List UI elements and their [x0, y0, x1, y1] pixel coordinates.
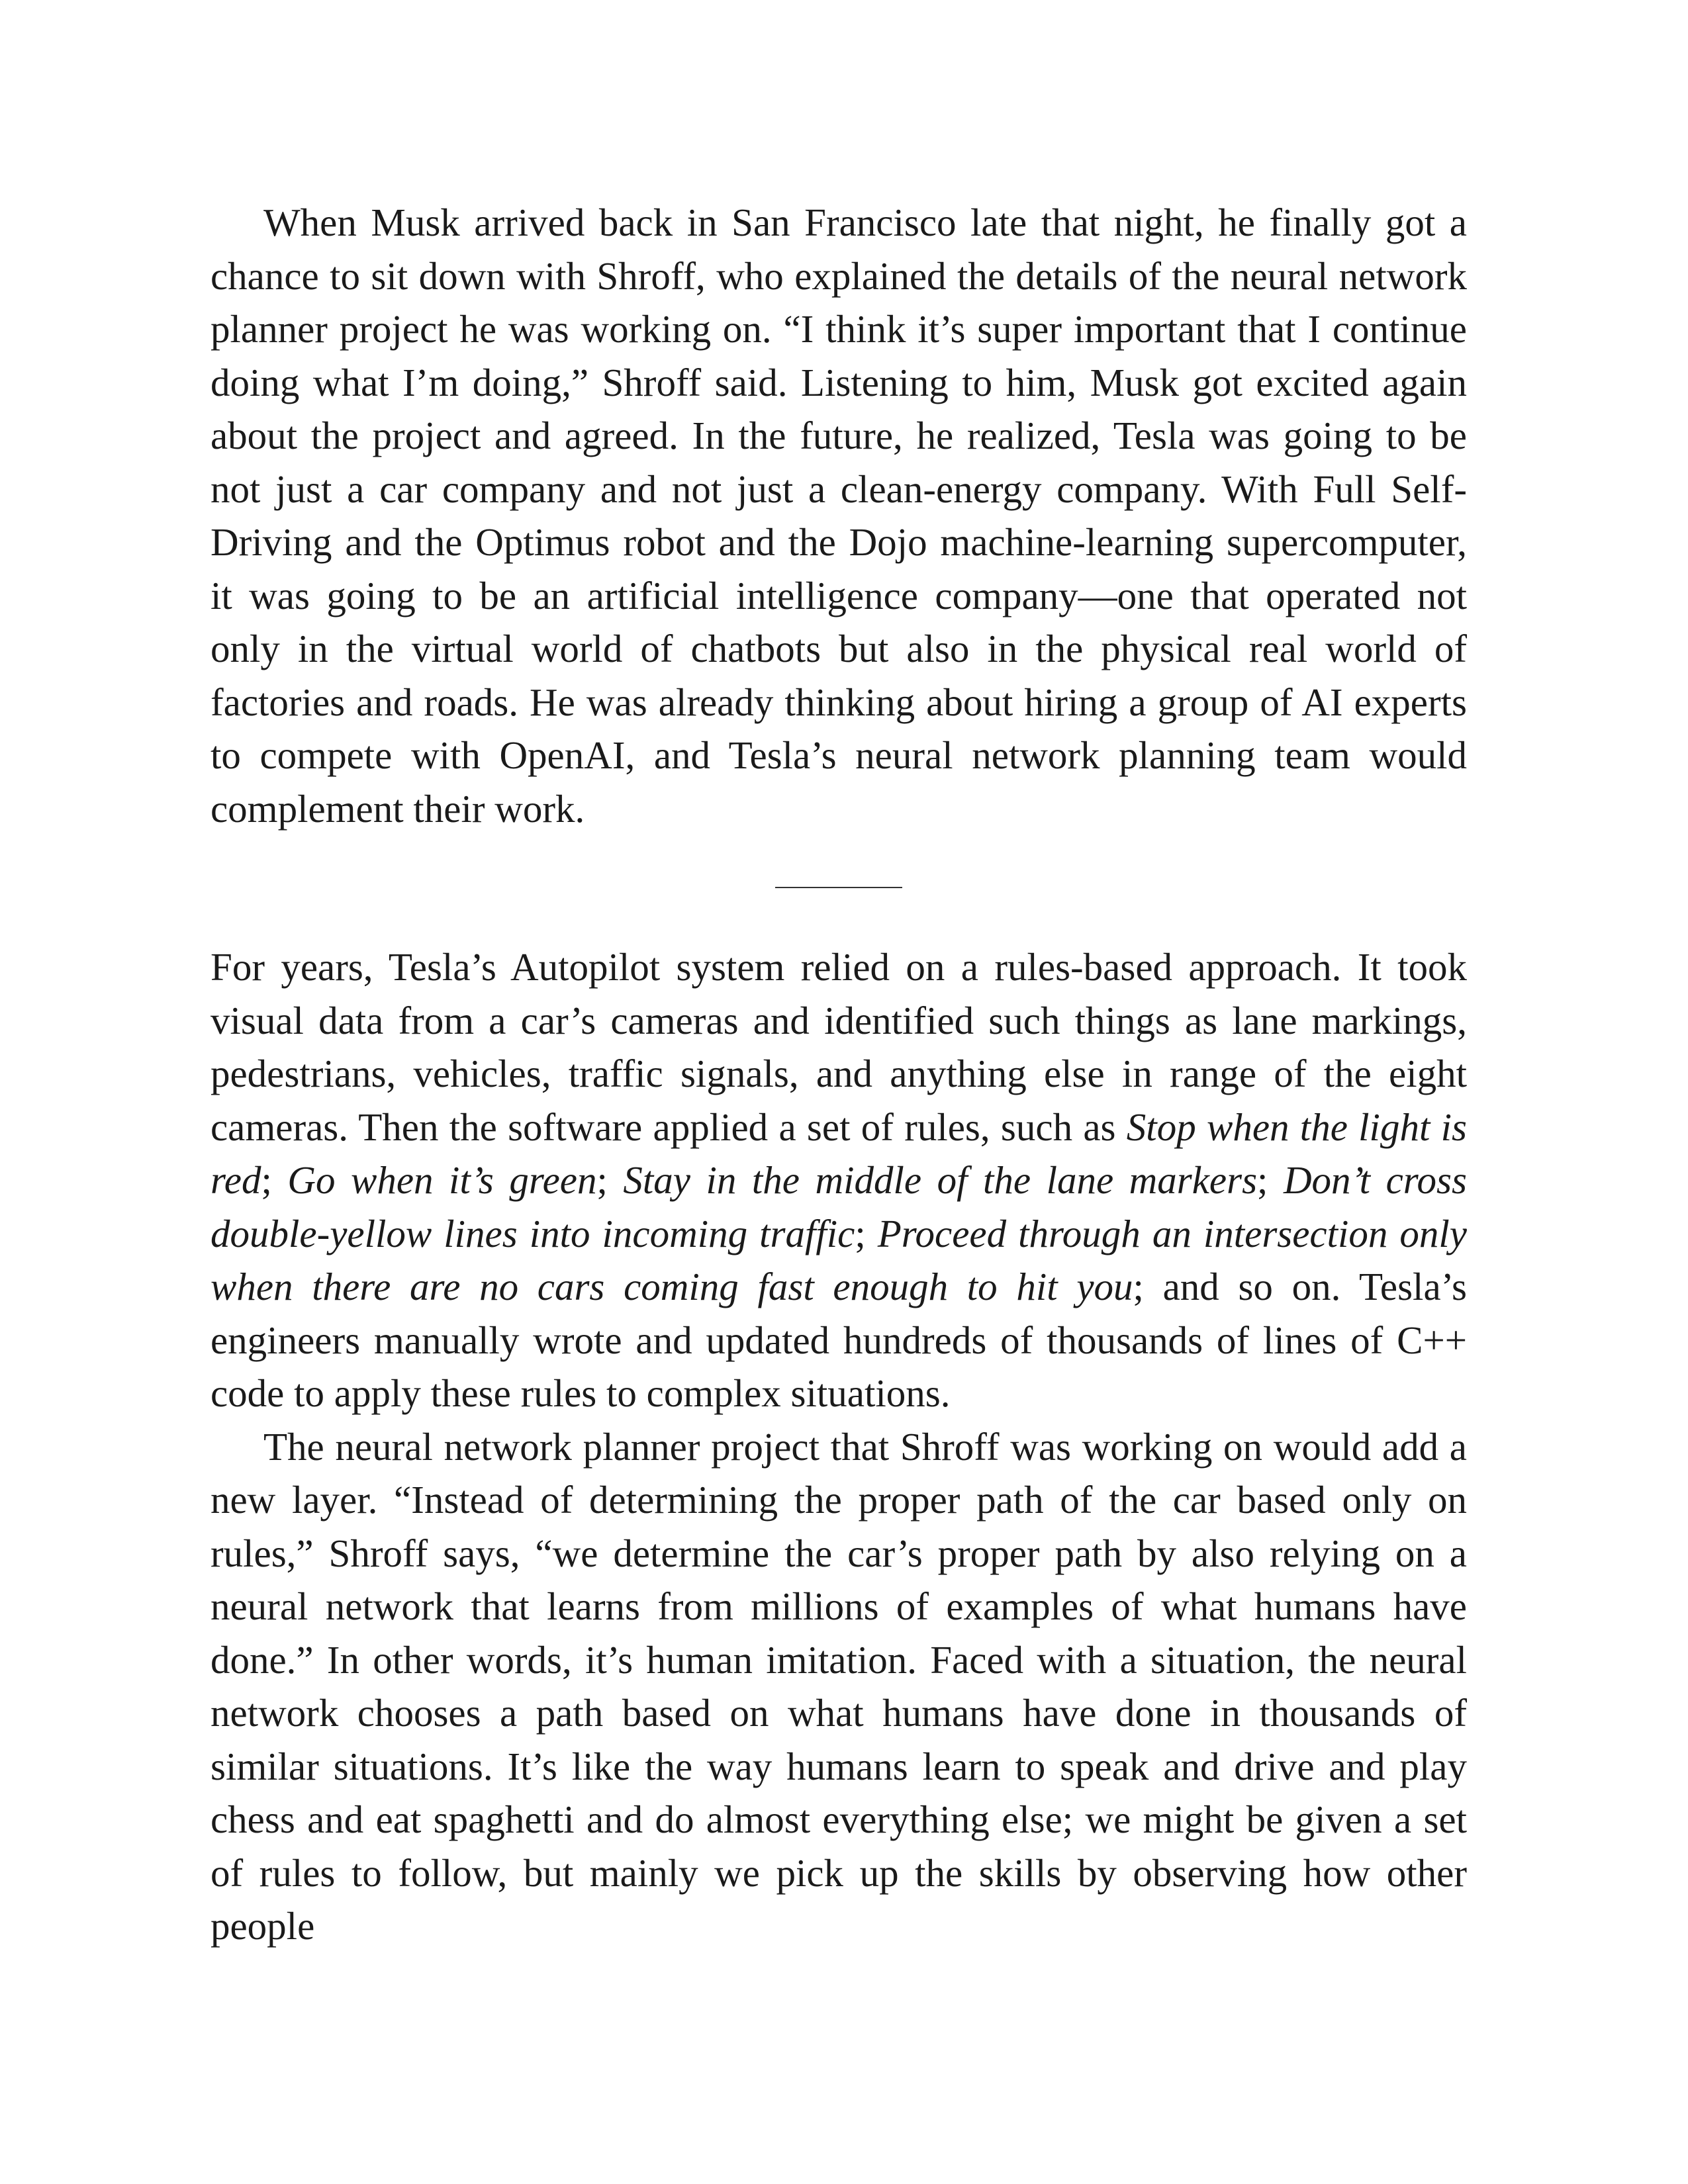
paragraph-2 [211, 940, 1467, 1420]
rule-dont-cross: Don’t cross double-yellow lines into incoming traffic [211, 1158, 1467, 1255]
paragraph-3-text: The neural network planner project that Shroff was working on would add a new layer. “Instead of determining the proper path of the car based only on rules,” Shroff says, “we determine the car’s proper path by also relying on a neural network that learns from millions of examples of what humans have done.” In other words, it’s human imitation. Faced with a situation, the neural network chooses a path based on what humans have done in thousands of similar situations. It’s like the way humans learn to speak and drive and play chess and eat spaghetti and do almost everything else; we might be given a set of rules to follow, but mainly we pick up the skills by observing how other people [211, 1424, 1467, 1948]
rule-proceed-intersection: Proceed through an intersection only when there are no cars coming fast enough to hit you [211, 1211, 1467, 1308]
separator: ; [1257, 1158, 1284, 1202]
separator: ; [855, 1211, 878, 1255]
paragraph-1 [211, 196, 1467, 835]
book-page [211, 196, 1467, 1953]
paragraph-3 [211, 1420, 1467, 1953]
separator: ; [596, 1158, 624, 1202]
separator: ; [261, 1158, 288, 1202]
section-break-rule [775, 887, 902, 888]
rule-stay-middle: Stay in the middle of the lane markers [623, 1158, 1258, 1202]
paragraph-2-text-end: ; and so on. Tesla’s engineers manually wrote and updated hundreds of thousands of lines of C++ code to apply these rules to complex situations. [211, 1265, 1467, 1415]
paragraph-1-text: When Musk arrived back in San Francisco late that night, he finally got a chance to sit down with Shroff, who explained the details of the neural network planner project he was working on. “I think it’s super important that I continue doing what I’m doing,” Shroff said. Listening to him, Musk got excited again about the project and agreed. In the future, he realized, Tesla was going to be not just a car company and not just a clean-energy company. With Full Self-Driving and the Optimus robot and the Dojo machine-learning supercomputer, it was going to be an artificial intelligence company—one that operated not only in the virtual world of chatbots but also in the physical real world of factories and roads. He was already thinking about hiring a group of AI experts to compete with OpenAI, and Tesla’s neural network planning team would complement their work. [211, 201, 1467, 831]
paragraph-2-text: For years, Tesla’s Autopilot system relied on a rules-based approach. It took visual data from a car’s cameras and identified such things as lane markings, pedestrians, vehicles, traffic signals, and anything else in range of the eight cameras. Then the software applied a set of rules, such as [211, 945, 1467, 1149]
rule-stop-red: Stop when the light is red [211, 1105, 1467, 1202]
rule-go-green: Go when it’s green [287, 1158, 597, 1202]
